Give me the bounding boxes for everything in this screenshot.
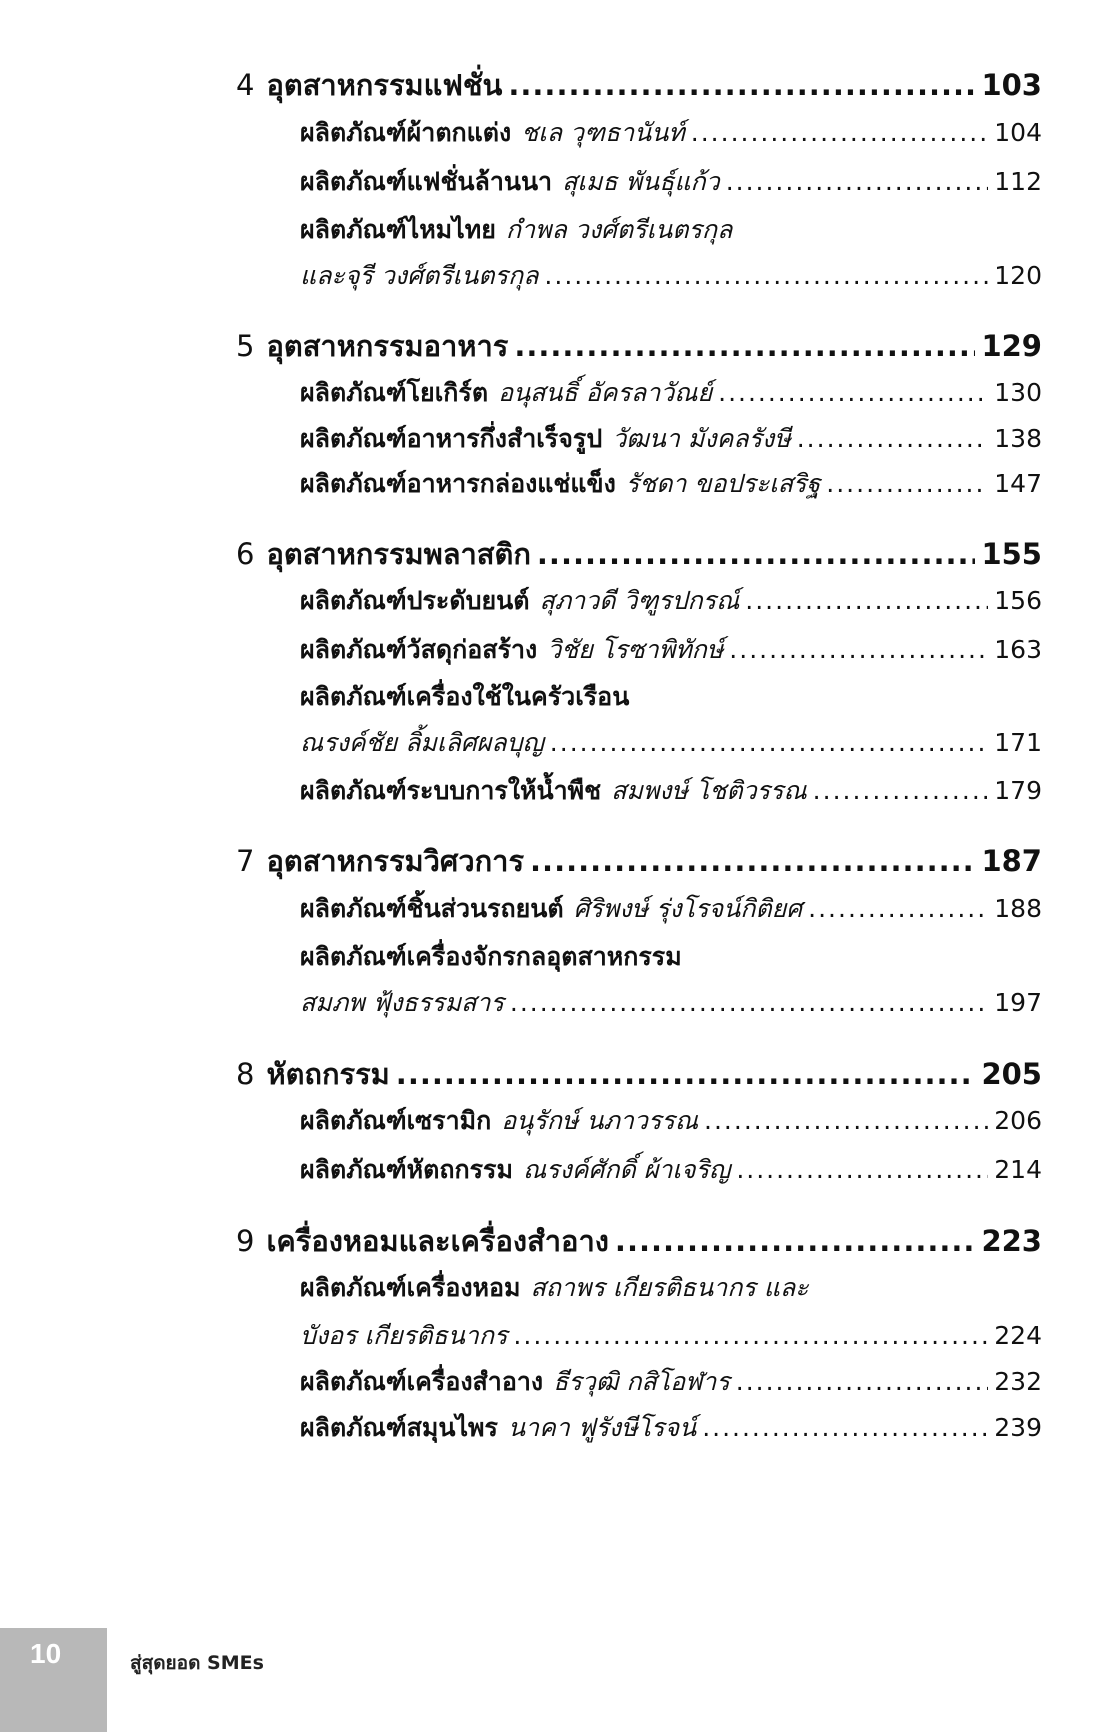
running-footer-title: สู่สุดยอด SMEs <box>130 1652 264 1674</box>
dot-leader <box>808 894 988 923</box>
dot-leader <box>514 329 975 363</box>
entry-author: ธีรวุฒิ กสิโอฬาร <box>553 1367 730 1396</box>
entry-author: กำพล วงศ์ตรีเนตรกุล <box>505 215 733 244</box>
entry-page: 112 <box>994 167 1042 196</box>
chapter-title: อุตสาหกรรมแฟชั่น <box>266 68 503 102</box>
dot-leader <box>745 586 988 615</box>
entry-author: สถาพร เกียรติธนากร และ <box>530 1273 809 1302</box>
chapter-heading[interactable] <box>236 323 1042 367</box>
dot-leader <box>729 635 988 664</box>
dot-leader <box>736 1155 988 1184</box>
entry-page: 130 <box>994 378 1042 407</box>
entry-page: 138 <box>994 424 1042 453</box>
entry-title: ผลิตภัณฑ์แฟชั่นล้านนา <box>300 167 553 196</box>
dot-leader <box>826 469 988 498</box>
entry-author: อนุสนธิ์ อัครลาวัณย์ <box>498 378 713 407</box>
toc-entry[interactable] <box>300 113 1042 153</box>
dot-leader <box>797 424 989 453</box>
dot-leader <box>508 68 975 102</box>
dot-leader <box>704 1106 988 1135</box>
page-number: 10 <box>30 1638 62 1669</box>
entry-author: นาคา ฟูรังษีโรจน์ <box>507 1413 697 1442</box>
toc-entry[interactable] <box>300 373 1042 413</box>
entry-page: 179 <box>994 776 1042 805</box>
chapter-title: อุตสาหกรรมอาหาร <box>266 329 509 363</box>
toc-entry[interactable] <box>300 464 1042 504</box>
toc-entry[interactable] <box>300 937 1042 977</box>
chapter-number: 8 <box>236 1057 255 1091</box>
entry-author: ศิริพงษ์ รุ่งโรจน์กิติยศ <box>573 894 803 923</box>
entry-page: 156 <box>994 586 1042 615</box>
entry-page: 147 <box>994 469 1042 498</box>
entry-author: สุภาวดี วิฑูรปกรณ์ <box>539 586 740 615</box>
dot-leader <box>396 1057 976 1091</box>
chapter-heading[interactable] <box>236 1051 1042 1095</box>
entry-title: ผลิตภัณฑ์เซรามิก <box>300 1106 492 1135</box>
entry-title: ผลิตภัณฑ์เครื่องจักรกลอุตสาหกรรม <box>300 942 682 971</box>
entry-author: สุเมธ พันธุ์แก้ว <box>562 167 720 196</box>
toc-entry[interactable] <box>300 1150 1042 1190</box>
entry-page: 214 <box>994 1155 1042 1184</box>
chapter-heading[interactable] <box>236 1218 1042 1262</box>
toc-entry[interactable] <box>300 162 1042 202</box>
entry-page: 188 <box>994 894 1042 923</box>
entry-title: ผลิตภัณฑ์อาหารกึ่งสำเร็จรูป <box>300 424 603 453</box>
entry-author: บังอร เกียรติธนากร <box>300 1321 508 1350</box>
toc-entry-continuation[interactable] <box>300 1316 1042 1356</box>
chapter-number: 9 <box>236 1224 255 1258</box>
entry-author: อนุรักษ์ นภาวรรณ <box>501 1106 699 1135</box>
dot-leader <box>813 776 989 805</box>
toc-entry[interactable] <box>300 1268 1042 1308</box>
entry-title: ผลิตภัณฑ์เครื่องสำอาง <box>300 1367 544 1396</box>
entry-title: ผลิตภัณฑ์อาหารกล่องแช่แข็ง <box>300 469 616 498</box>
toc-entry[interactable] <box>300 1362 1042 1402</box>
entry-title: ผลิตภัณฑ์เครื่องหอม <box>300 1273 521 1302</box>
toc-entry[interactable] <box>300 419 1042 459</box>
chapter-number: 6 <box>236 537 255 571</box>
toc-entry[interactable] <box>300 1101 1042 1141</box>
dot-leader <box>513 1321 988 1350</box>
chapter-page: 155 <box>981 537 1042 571</box>
entry-author: ณรงค์ศักดิ์ ผ้าเจริญ <box>522 1155 731 1184</box>
entry-title: ผลิตภัณฑ์เครื่องใช้ในครัวเรือน <box>300 682 630 711</box>
chapter-number: 5 <box>236 329 255 363</box>
chapter-heading[interactable] <box>236 62 1042 106</box>
entry-author: รัชดา ขอประเสริฐ <box>625 469 821 498</box>
dot-leader <box>550 728 988 757</box>
chapter-number: 7 <box>236 844 255 878</box>
entry-author: วัฒนา มังคลรังษี <box>612 424 791 453</box>
toc-entry[interactable] <box>300 677 1042 717</box>
entry-author: สมภพ ฟุ้งธรรมสาร <box>300 988 504 1017</box>
entry-page: 206 <box>994 1106 1042 1135</box>
entry-page: 232 <box>994 1367 1042 1396</box>
entry-title: ผลิตภัณฑ์ไหมไทย <box>300 215 496 244</box>
dot-leader <box>702 1413 988 1442</box>
entry-author: ชเล วุฑธานันท์ <box>521 118 685 147</box>
entry-page: 239 <box>994 1413 1042 1442</box>
dot-leader <box>736 1367 989 1396</box>
entry-author: และจุรี วงศ์ตรีเนตรกุล <box>300 261 539 290</box>
entry-title: ผลิตภัณฑ์ผ้าตกแต่ง <box>300 118 512 147</box>
dot-leader <box>537 537 976 571</box>
chapter-page: 103 <box>981 68 1042 102</box>
chapter-heading[interactable] <box>236 531 1042 575</box>
toc-entry-continuation[interactable] <box>300 723 1042 763</box>
entry-title: ผลิตภัณฑ์วัสดุก่อสร้าง <box>300 635 538 664</box>
toc-entry[interactable] <box>300 771 1042 811</box>
chapter-title: อุตสาหกรรมพลาสติก <box>266 537 531 571</box>
entry-title: ผลิตภัณฑ์ชิ้นส่วนรถยนต์ <box>300 894 564 923</box>
dot-leader <box>510 988 988 1017</box>
entry-title: ผลิตภัณฑ์โยเกิร์ต <box>300 378 489 407</box>
chapter-page: 187 <box>981 844 1042 878</box>
chapter-page: 223 <box>981 1224 1042 1258</box>
chapter-heading[interactable] <box>236 838 1042 882</box>
chapter-title: หัตถกรรม <box>266 1057 390 1091</box>
entry-title: ผลิตภัณฑ์หัตถกรรม <box>300 1155 513 1184</box>
toc-entry[interactable] <box>300 210 1042 250</box>
dot-leader <box>544 261 988 290</box>
entry-title: ผลิตภัณฑ์ประดับยนต์ <box>300 586 530 615</box>
toc-entry[interactable] <box>300 630 1042 670</box>
dot-leader <box>530 844 975 878</box>
chapter-page: 129 <box>981 329 1042 363</box>
entry-page: 224 <box>994 1321 1042 1350</box>
entry-author: ณรงค์ชัย ลิ้มเลิศผลบุญ <box>300 728 544 757</box>
page-number-tab <box>0 1628 107 1732</box>
toc-entry-continuation[interactable] <box>300 256 1042 296</box>
toc-entry[interactable] <box>300 581 1042 621</box>
entry-page: 104 <box>994 118 1042 147</box>
toc-entry[interactable] <box>300 889 1042 929</box>
entry-page: 120 <box>994 261 1042 290</box>
dot-leader <box>691 118 989 147</box>
chapter-title: อุตสาหกรรมวิศวการ <box>266 844 525 878</box>
entry-author: วิชัย โรซาพิทักษ์ <box>547 635 724 664</box>
entry-page: 197 <box>994 988 1042 1017</box>
chapter-number: 4 <box>236 68 255 102</box>
dot-leader <box>726 167 989 196</box>
entry-author: สมพงษ์ โชติวรรณ <box>611 776 807 805</box>
dot-leader <box>615 1224 976 1258</box>
entry-page: 163 <box>994 635 1042 664</box>
toc-entry-continuation[interactable] <box>300 983 1042 1023</box>
chapter-page: 205 <box>981 1057 1042 1091</box>
dot-leader <box>718 378 988 407</box>
chapter-title: เครื่องหอมและเครื่องสำอาง <box>266 1224 609 1258</box>
entry-page: 171 <box>994 728 1042 757</box>
entry-title: ผลิตภัณฑ์ระบบการให้น้ำพืช <box>300 776 602 805</box>
toc-entry[interactable] <box>300 1408 1042 1448</box>
entry-title: ผลิตภัณฑ์สมุนไพร <box>300 1413 498 1442</box>
